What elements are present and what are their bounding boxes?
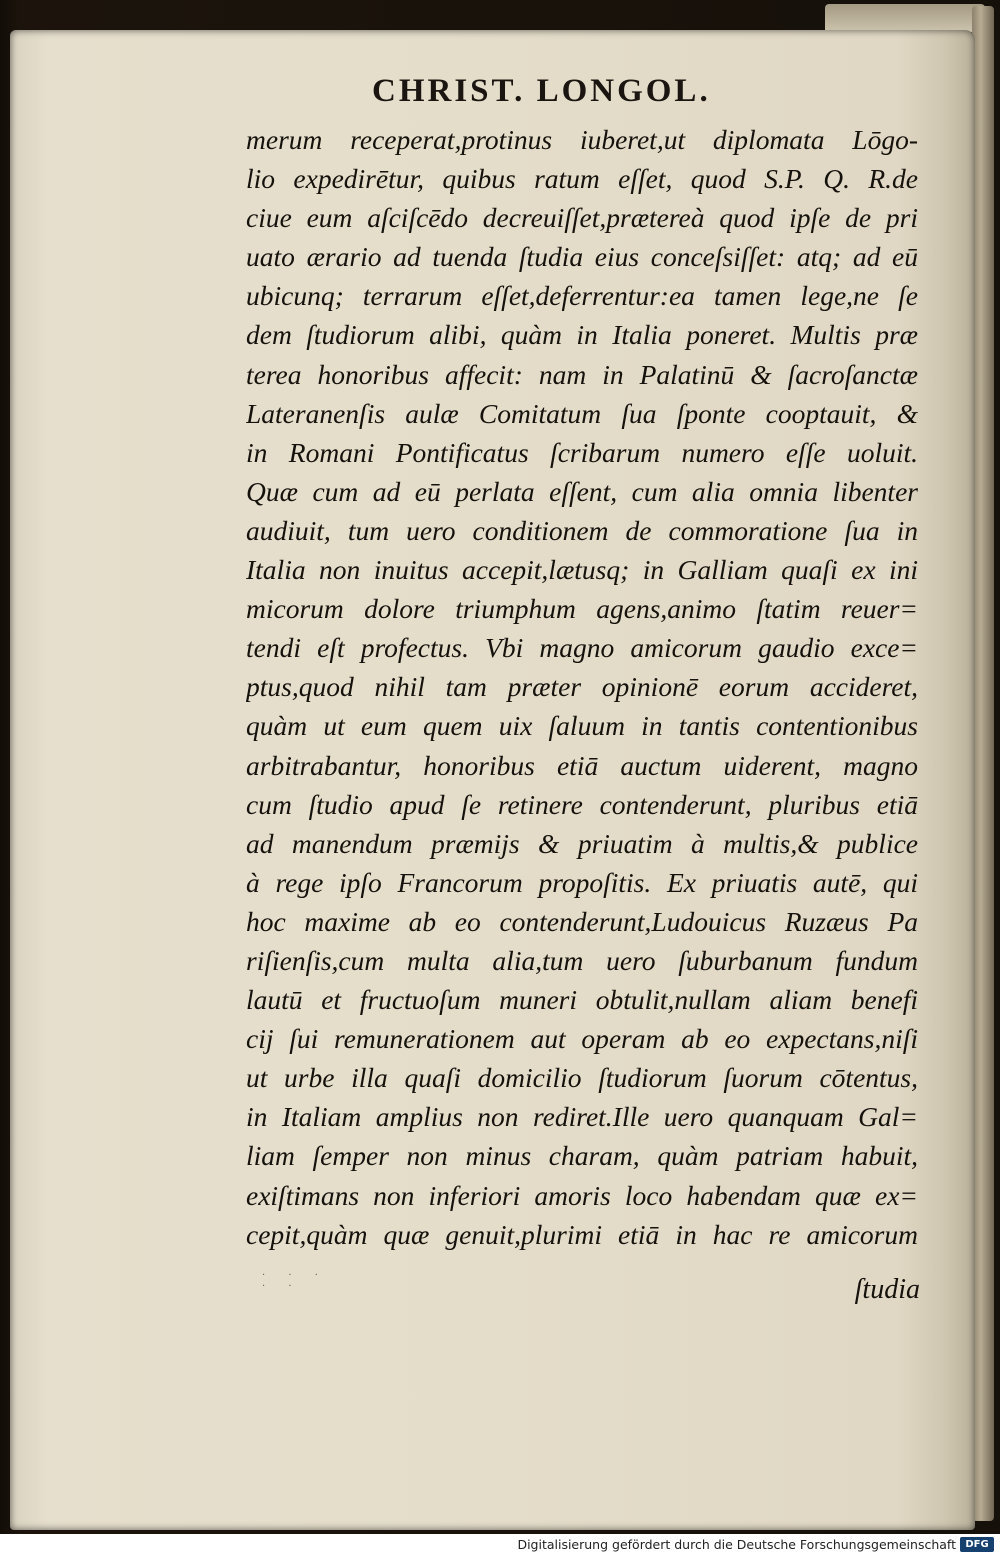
- text-line: hoc maxime ab eo contenderunt,Ludouicus Ruzæus Pa: [246, 905, 918, 937]
- text-line: micorum dolore triumphum agens,animo ſtatim reuer=: [246, 593, 918, 625]
- digitization-footer: [0, 1534, 1000, 1556]
- text-line: liam ſemper non minus charam, quàm patriam habuit,: [246, 1140, 918, 1172]
- footer-credit: Digitalisierung gefördert durch die Deutsche Forschungsgemeinschaft: [517, 1537, 956, 1552]
- ink-specks: · · · · ·: [262, 1270, 328, 1292]
- text-line: cepit,quàm quæ genuit,plurimi etiā in hac re amicorum: [246, 1218, 918, 1250]
- text-line: tendi eſt profectus. Vbi magno amicorum gaudio exce=: [246, 632, 918, 664]
- text-line: exiſtimans non inferiori amoris loco habendam quæ ex=: [246, 1179, 918, 1211]
- text-line: riſienſis,cum multa alia,tum uero ſuburbanum fundum: [246, 944, 918, 976]
- text-line: quàm ut eum quem uix ſaluum in tantis contentionibus: [246, 710, 918, 742]
- text-line: Italia non inuitus accepit,lætusq; in Galliam quaſi ex ini: [246, 554, 918, 586]
- dfg-logo-icon: DFG: [960, 1537, 994, 1552]
- page-edge: [972, 6, 994, 1521]
- page-corner-tab: [825, 4, 985, 32]
- text-line: Quæ cum ad eū perlata eſſent, cum alia omnia libenter: [246, 475, 918, 507]
- text-line: in Romani Pontificatus ſcribarum numero eſſe uoluit.: [246, 436, 918, 468]
- catchword: ſtudia: [854, 1274, 920, 1305]
- body-text: [246, 120, 918, 1254]
- text-line: lautū et fructuoſum muneri obtulit,nullam aliam benefi: [246, 984, 918, 1016]
- text-line: terea honoribus affecit: nam in Palatinū & ſacroſanctæ: [246, 358, 918, 390]
- text-line: merum receperat,protinus iuberet,ut diplomata Lōgo-: [246, 124, 918, 155]
- text-line: ubicunq; terrarum eſſet,deferrentur:ea tamen lege,ne ſe: [246, 280, 918, 312]
- text-line: arbitrabantur, honoribus etiā auctum uiderent, magno: [246, 749, 918, 781]
- text-line: cum ſtudio apud ſe retinere contenderunt, pluribus etiā: [246, 788, 918, 820]
- text-line: ptus,quod nihil tam præter opinionē eorum accideret,: [246, 671, 918, 703]
- text-line: ut urbe illa quaſi domicilio ſtudiorum ſuorum cōtentus,: [246, 1062, 918, 1094]
- text-line: uato ærario ad tuenda ſtudia eius conceſsiſſet: atq; ad eū: [246, 241, 918, 273]
- text-line: in Italiam amplius non rediret.Ille uero quanquam Gal=: [246, 1101, 918, 1133]
- text-line: cij ſui remunerationem aut operam ab eo expectans,niſi: [246, 1023, 918, 1055]
- text-line: à rege ipſo Francorum propoſitis. Ex priuatis autē, qui: [246, 866, 918, 898]
- text-line: dem ſtudiorum alibi, quàm in Italia poneret. Multis præ: [246, 319, 918, 351]
- text-line: Lateranenſis aulæ Comitatum ſua ſponte cooptauit, &: [246, 397, 918, 429]
- text-line: audiuit, tum uero conditionem de commoratione ſua in: [246, 514, 918, 546]
- text-line: ciue eum aſciſcēdo decreuiſſet,prætereà quod ipſe de pri: [246, 202, 918, 234]
- running-head: CHRIST. LONGOL.: [372, 73, 711, 109]
- text-line: ad manendum præmijs & priuatim à multis,& publice: [246, 827, 918, 859]
- text-line: lio expedirētur, quibus ratum eſſet, quod S.P. Q. R.de: [246, 163, 918, 195]
